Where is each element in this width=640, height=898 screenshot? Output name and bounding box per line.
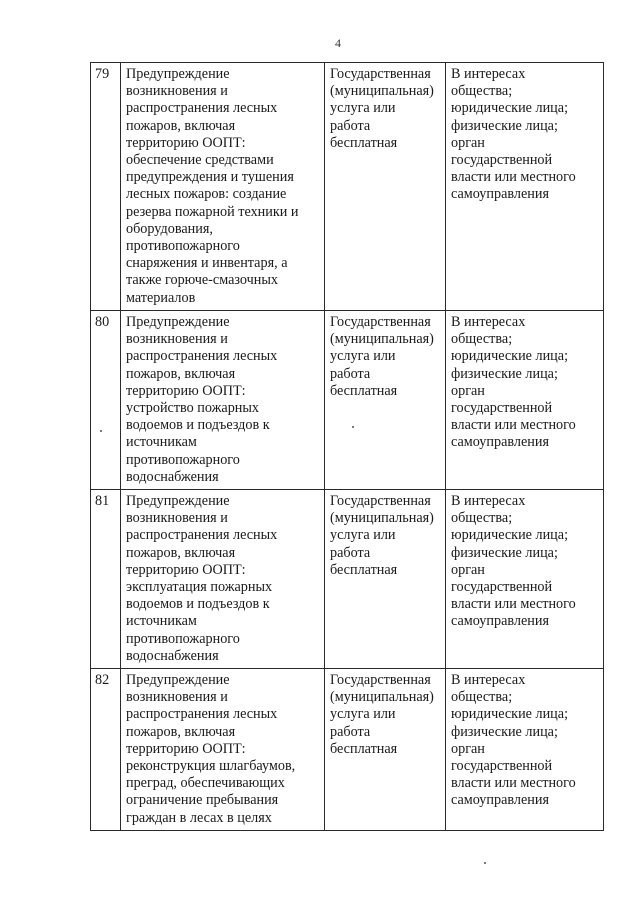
row-number: 81 [91,490,121,669]
page-number: 4 [335,36,341,50]
service-name-cell [121,311,325,490]
scan-speck [352,426,354,428]
consumers: В интересах общества; юридические лица; физические лица; орган государственной власти или местного самоуправления [451,66,576,203]
row-number: 79 [91,63,121,311]
service-type-cell [325,311,446,490]
row-number: 82 [91,669,121,831]
consumers-cell [446,490,604,669]
table-row [91,490,604,669]
consumers: В интересах общества; юридические лица; физические лица; орган государственной власти или местного самоуправления [451,314,576,451]
service-type: Государственная (муниципальная) услуга или работа бесплатная [330,66,434,151]
service-type: Государственная (муниципальная) услуга или работа бесплатная [330,493,434,578]
consumers-cell [446,669,604,831]
consumers-cell [446,63,604,311]
consumers: В интересах общества; юридические лица; физические лица; орган государственной власти или местного самоуправления [451,672,576,809]
service-name: Предупреждение возникновения и распространения лесных пожаров, включая территорию ООПТ: эксплуатация пожарных водоемов и подъездов к источникам противопожарного водоснабжения [126,493,278,664]
service-type-cell [325,669,446,831]
table-row [91,311,604,490]
service-name: Предупреждение возникновения и распространения лесных пожаров, включая территорию ООПТ: устройство пожарных водоемов и подъездов к источникам противопожарного водоснабжения [126,314,278,485]
service-type: Государственная (муниципальная) услуга или работа бесплатная [330,314,434,399]
row-number: 80 [91,311,121,490]
service-name: Предупреждение возникновения и распространения лесных пожаров, включая территорию ООПТ: реконструкция шлагбаумов, преград, обеспечивающих ограничение пребывания граждан в лесах в целях [126,672,296,826]
service-type: Государственная (муниципальная) услуга или работа бесплатная [330,672,434,757]
service-name-cell [121,669,325,831]
service-type-cell [325,63,446,311]
service-name-cell [121,490,325,669]
scan-speck [100,430,102,432]
table-row [91,63,604,311]
service-name-cell [121,63,325,311]
scan-speck [484,862,486,864]
consumers-cell [446,311,604,490]
service-type-cell [325,490,446,669]
services-table [90,62,604,831]
consumers: В интересах общества; юридические лица; физические лица; орган государственной власти или местного самоуправления [451,493,576,630]
table-row [91,669,604,831]
service-name: Предупреждение возникновения и распространения лесных пожаров, включая территорию ООПТ: обеспечение средствами предупреждения и тушения лесных пожаров: создание резерва пожарной техники и оборудования, противопожарного снаряжения и инвентаря, а также горюче-смазочных материалов [126,66,299,306]
